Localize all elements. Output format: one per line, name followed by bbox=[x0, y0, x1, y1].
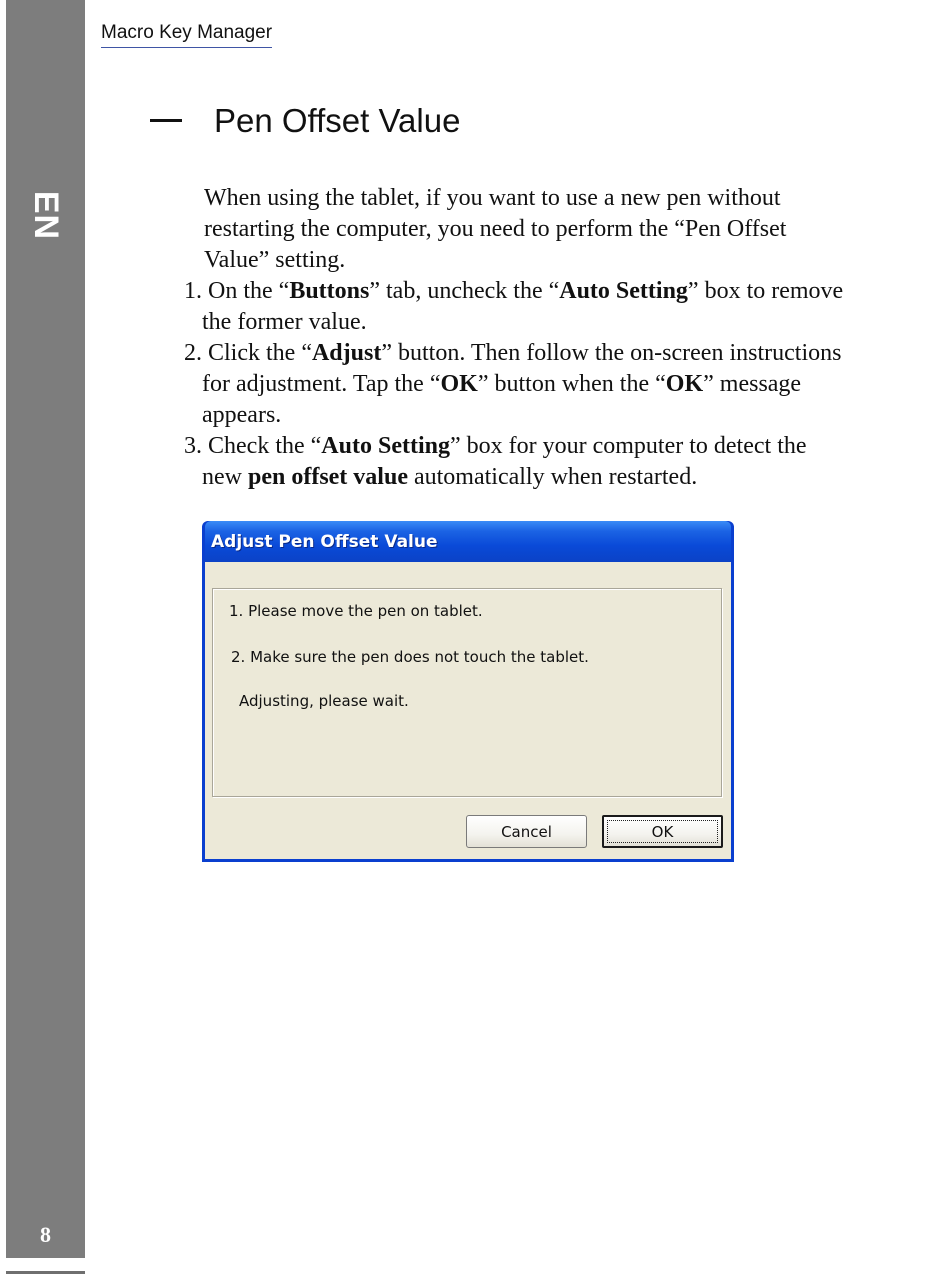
language-sidebar bbox=[6, 0, 85, 1258]
page-number: 8 bbox=[40, 1222, 51, 1247]
step-text: Click the “Adjust” button. Then follow the on-screen instructions for adjustment. Tap the “OK” button when the “OK” message appears. bbox=[202, 340, 842, 428]
running-header: Macro Key Manager bbox=[101, 22, 272, 48]
instruction-move-pen: 1. Please move the pen on tablet. bbox=[229, 602, 483, 620]
dialog-body bbox=[205, 562, 731, 859]
language-tab bbox=[6, 180, 85, 250]
message-groupbox bbox=[212, 588, 722, 797]
intro-paragraph: When using the tablet, if you want to use a new pen without restarting the computer, you need to perform the “Pen Offset Value” setting. bbox=[204, 185, 787, 273]
section-heading bbox=[150, 102, 460, 140]
step-item bbox=[168, 431, 848, 493]
dialog-titlebar[interactable] bbox=[205, 521, 731, 562]
step-number: 3. bbox=[184, 433, 202, 459]
adjust-pen-offset-dialog bbox=[202, 521, 734, 862]
bottom-rule bbox=[6, 1271, 85, 1274]
instruction-no-touch: 2. Make sure the pen does not touch the tablet. bbox=[231, 648, 589, 666]
step-number: 1. bbox=[184, 278, 202, 304]
cancel-button[interactable]: Cancel bbox=[466, 815, 587, 848]
step-item bbox=[168, 276, 848, 338]
ok-button-label: OK bbox=[651, 822, 674, 841]
step-number: 2. bbox=[184, 340, 202, 366]
language-label: EN bbox=[26, 190, 65, 240]
body-text bbox=[168, 183, 848, 493]
status-adjusting: Adjusting, please wait. bbox=[239, 692, 409, 710]
heading-dash bbox=[150, 119, 182, 122]
step-item bbox=[168, 338, 848, 431]
dialog-title: Adjust Pen Offset Value bbox=[211, 531, 438, 552]
ok-button[interactable] bbox=[602, 815, 723, 848]
step-text: Check the “Auto Setting” box for your computer to detect the new pen offset value automatically when restarted. bbox=[202, 433, 807, 490]
step-text: On the “Buttons” tab, uncheck the “Auto Setting” box to remove the former value. bbox=[202, 278, 844, 335]
steps-list bbox=[168, 276, 848, 493]
section-title: Pen Offset Value bbox=[214, 102, 461, 139]
